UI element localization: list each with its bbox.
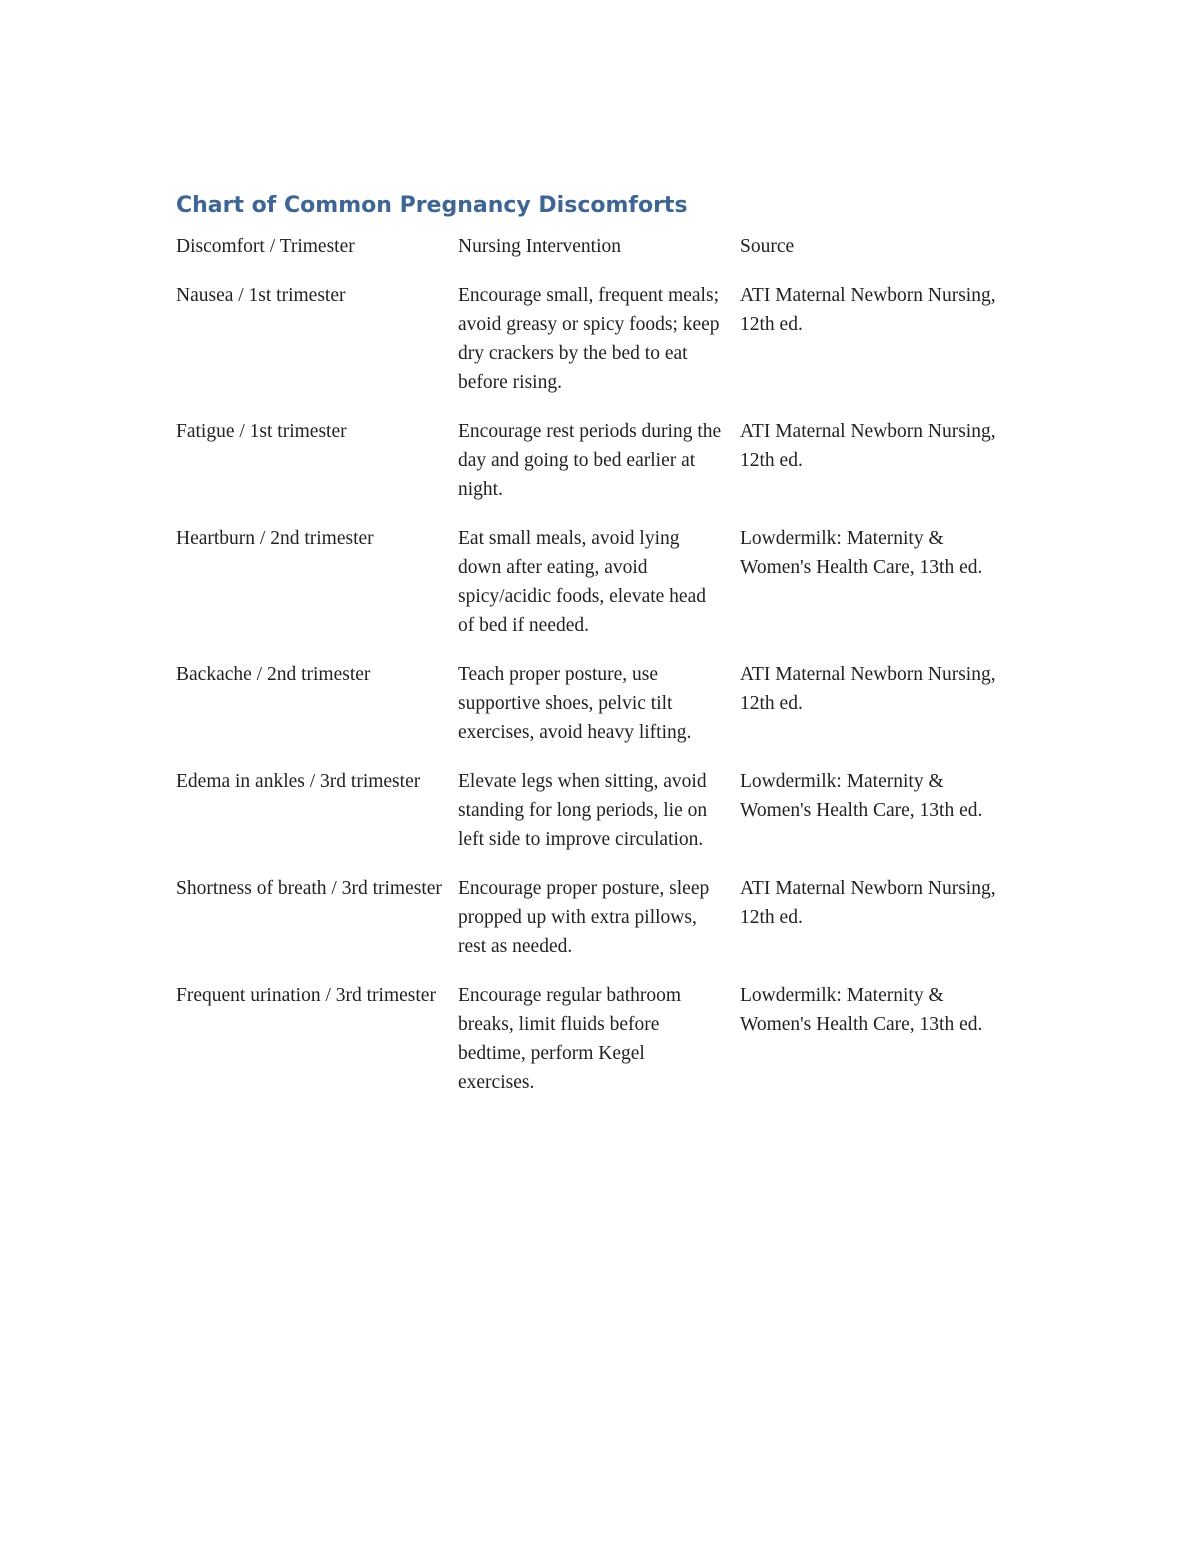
table-row <box>176 660 1026 767</box>
cell-discomfort: Backache / 2nd trimester <box>176 664 371 685</box>
cell-discomfort: Heartburn / 2nd trimester <box>176 528 374 549</box>
table-row <box>176 981 1026 1117</box>
cell-intervention: Encourage small, frequent meals; avoid greasy or spicy foods; keep dry crackers by the bed to eat before rising. <box>458 285 720 393</box>
cell-discomfort: Shortness of breath / 3rd trimester <box>176 878 442 899</box>
cell-intervention: Encourage proper posture, sleep propped up with extra pillows, rest as needed. <box>458 878 710 957</box>
header-intervention: Nursing Intervention <box>458 236 622 257</box>
cell-source: Lowdermilk: Maternity & Women's Health Care, 13th ed. <box>740 771 983 821</box>
table-row <box>176 417 1026 524</box>
document-page <box>176 190 1026 1117</box>
cell-source: ATI Maternal Newborn Nursing, 12th ed. <box>740 285 996 335</box>
discomforts-table <box>176 232 1026 1117</box>
cell-discomfort: Edema in ankles / 3rd trimester <box>176 771 421 792</box>
cell-source: Lowdermilk: Maternity & Women's Health Care, 13th ed. <box>740 985 983 1035</box>
document-title: Chart of Common Pregnancy Discomforts <box>176 193 688 218</box>
header-discomfort: Discomfort / Trimester <box>176 236 355 257</box>
cell-discomfort: Fatigue / 1st trimester <box>176 421 347 442</box>
table-row <box>176 767 1026 874</box>
table-row <box>176 524 1026 660</box>
cell-intervention: Teach proper posture, use supportive shoes, pelvic tilt exercises, avoid heavy lifting. <box>458 664 692 743</box>
table-row <box>176 281 1026 417</box>
cell-source: ATI Maternal Newborn Nursing, 12th ed. <box>740 421 996 471</box>
cell-intervention: Encourage rest periods during the day and going to bed earlier at night. <box>458 421 722 500</box>
table-row <box>176 874 1026 981</box>
cell-intervention: Elevate legs when sitting, avoid standing for long periods, lie on left side to improve circulation. <box>458 771 708 850</box>
header-source: Source <box>740 236 795 257</box>
cell-intervention: Encourage regular bathroom breaks, limit fluids before bedtime, perform Kegel exercises. <box>458 985 682 1093</box>
cell-source: ATI Maternal Newborn Nursing, 12th ed. <box>740 878 996 928</box>
cell-discomfort: Frequent urination / 3rd trimester <box>176 985 436 1006</box>
cell-intervention: Eat small meals, avoid lying down after eating, avoid spicy/acidic foods, elevate head of bed if needed. <box>458 528 706 636</box>
cell-source: ATI Maternal Newborn Nursing, 12th ed. <box>740 664 996 714</box>
cell-discomfort: Nausea / 1st trimester <box>176 285 346 306</box>
table-header-row <box>176 232 1026 281</box>
cell-source: Lowdermilk: Maternity & Women's Health Care, 13th ed. <box>740 528 983 578</box>
